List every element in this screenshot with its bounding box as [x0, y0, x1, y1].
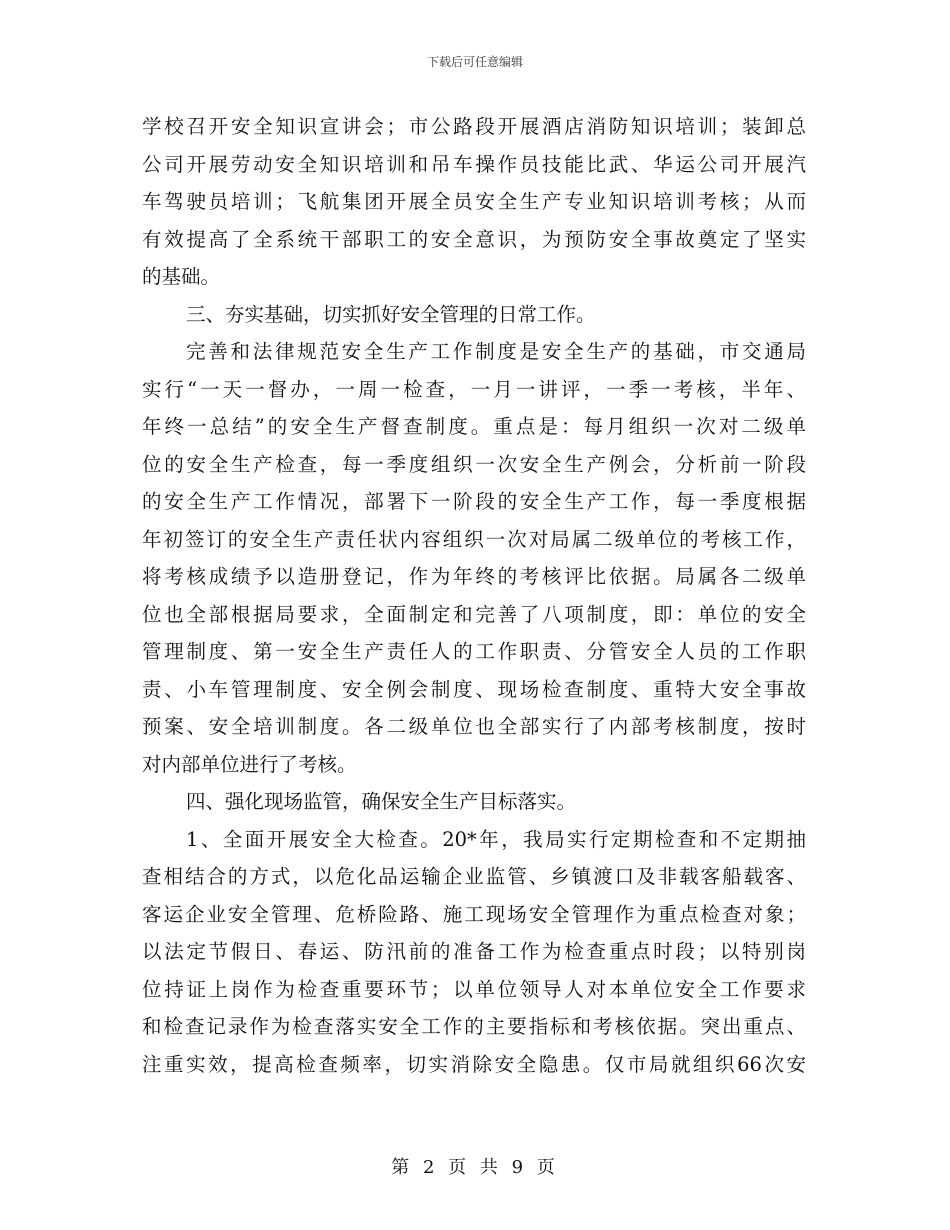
section-heading-3: 三、夯实基础，切实抓好安全管理的日常工作。: [186, 302, 596, 326]
text-line: 注重实效，提高检查频率，切实消除安全隐患。仅市局就组织66次安: [142, 1052, 806, 1076]
page-number: 第 2 页 共 9 页: [391, 1157, 559, 1178]
text-line: 完善和法律规范安全生产工作制度是安全生产的基础，市交通局: [186, 340, 806, 363]
document-body: [142, 108, 806, 1083]
text-line: 位的安全生产检查，每一季度组织一次安全生产例会，分析前一阶段: [142, 452, 806, 476]
text-line: 责、小车管理制度、安全例会制度、现场检查制度、重特大安全事故: [142, 677, 806, 701]
text-line: 位持证上岗作为检查重要环节；以单位领导人对本单位安全工作要求: [142, 977, 806, 1001]
text-line: 有效提高了全系统干部职工的安全意识，为预防安全事故奠定了坚实: [142, 227, 806, 251]
text-line: 年终一总结”的安全生产督查制度。重点是：每月组织一次对二级单: [142, 415, 806, 438]
text-line: 的基础。: [142, 265, 221, 288]
text-line: 将考核成绩予以造册登记，作为年终的考核评比依据。局属各二级单: [142, 565, 806, 588]
text-line: 实行“一天一督办，一周一检查，一月一讲评，一季一考核，半年、: [142, 377, 806, 401]
text-line: 公司开展劳动安全知识培训和吊车操作员技能比武、华运公司开展汽: [142, 152, 806, 176]
text-line: 1、全面开展安全大检查。20*年，我局实行定期检查和不定期抽: [186, 827, 806, 851]
text-line: 查相结合的方式，以危化品运输企业监管、乡镇渡口及非载客船载客、: [142, 865, 806, 888]
text-line: 车驾驶员培训；飞航集团开展全员安全生产专业知识培训考核；从而: [142, 190, 806, 213]
page-header-note: 下载后可任意编辑: [426, 55, 523, 69]
text-line: 位也全部根据局要求，全面制定和完善了八项制度，即：单位的安全: [142, 602, 806, 626]
text-line: 和检查记录作为检查落实安全工作的主要指标和考核依据。突出重点、: [142, 1015, 806, 1038]
text-line: 管理制度、第一安全生产责任人的工作职责、分管安全人员的工作职: [142, 640, 806, 663]
text-line: 预案、安全培训制度。各二级单位也全部实行了内部考核制度，按时: [142, 715, 806, 738]
section-heading-4: 四、强化现场监管，确保安全生产目标落实。: [186, 790, 577, 813]
text-line: 学校召开安全知识宣讲会；市公路段开展酒店消防知识培训；装卸总: [142, 115, 806, 138]
text-line: 的安全生产工作情况，部署下一阶段的安全生产工作，每一季度根据: [142, 490, 806, 513]
text-line: 以法定节假日、春运、防汛前的准备工作为检查重点时段；以特别岗: [142, 940, 806, 963]
text-line: 客运企业安全管理、危桥险路、施工现场安全管理作为重点检查对象；: [142, 902, 806, 926]
text-line: 年初签订的安全生产责任状内容组织一次对局属二级单位的考核工作，: [142, 527, 806, 551]
text-line: 对内部单位进行了考核。: [142, 752, 357, 776]
